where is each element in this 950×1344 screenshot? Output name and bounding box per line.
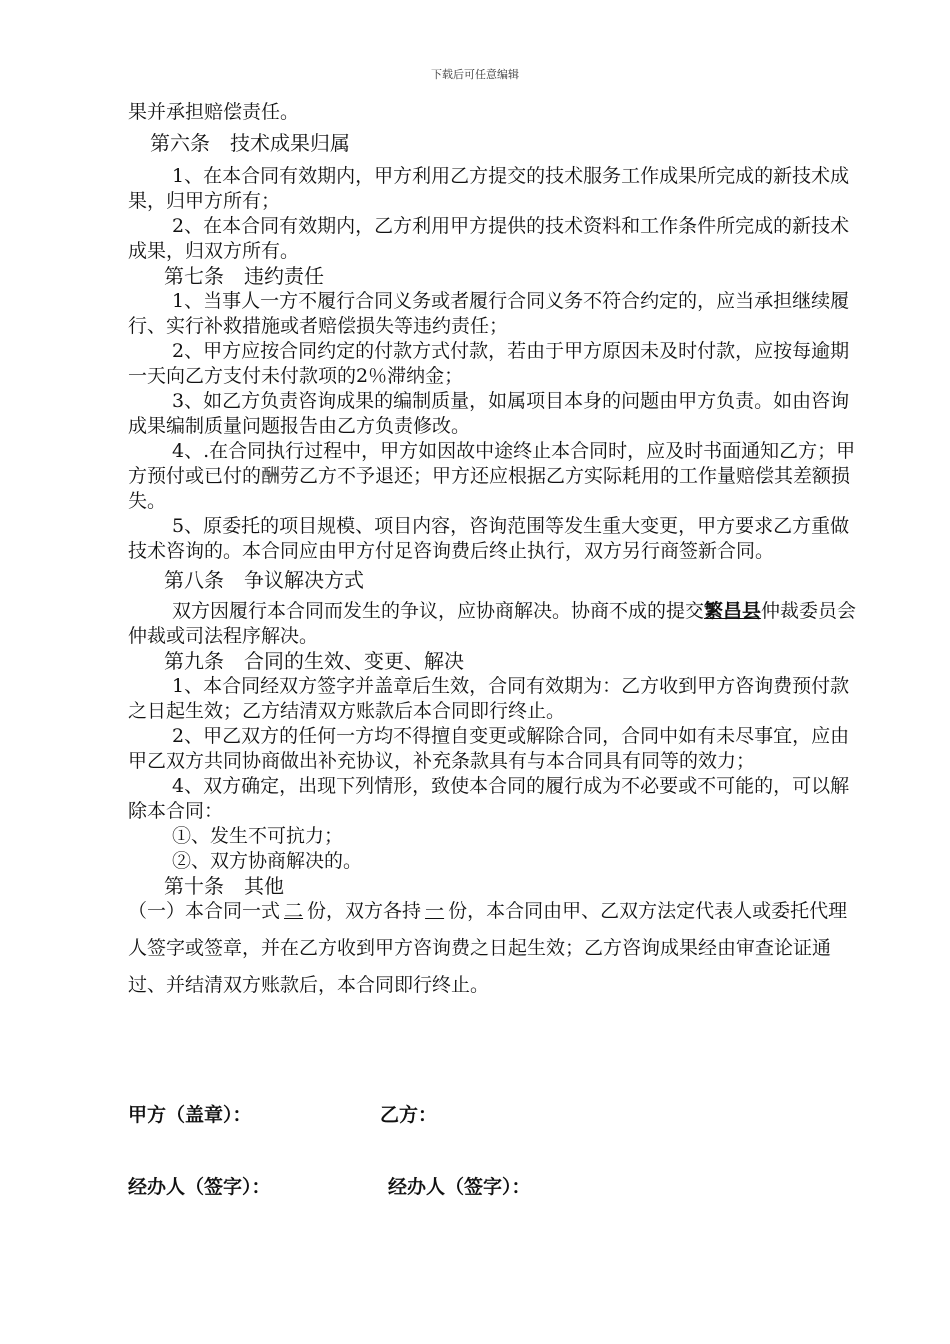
contract-body xyxy=(128,100,858,1004)
arbitration-place: 繁昌县 xyxy=(704,600,762,622)
paragraph xyxy=(128,599,858,649)
text: 仲裁委员会仲裁或司法程序解决。 xyxy=(128,600,857,647)
paragraph: 3、如乙方负责咨询成果的编制质量，如属项目本身的问题由甲方负责。如由咨询成果编制质量问题报告由乙方负责修改。 xyxy=(128,390,850,437)
copies-each: 一 xyxy=(425,900,445,922)
paragraph: 1、在本合同有效期内，甲方利用乙方提交的技术服务工作成果所完成的新技术成果，归甲方所有； xyxy=(128,165,850,212)
page-header: 下载后可任意编辑 xyxy=(431,68,519,81)
text: 份，双方各持 xyxy=(307,900,422,922)
paragraph xyxy=(128,893,858,1004)
party-b-label: 乙方： xyxy=(380,1104,438,1126)
article-8-heading: 第八条 争议解决方式 xyxy=(164,568,364,592)
article-7-heading: 第七条 违约责任 xyxy=(164,264,324,288)
paragraph: 2、甲乙双方的任何一方均不得擅自变更或解除合同，合同中如有未尽事宜，应由甲乙双方共同协商做出补充协议，补充条款具有与本合同具有同等的效力； xyxy=(128,725,850,772)
paragraph: 1、本合同经双方签字并盖章后生效，合同有效期为：乙方收到甲方咨询费预付款之日起生效；乙方结清双方账款后本合同即行终止。 xyxy=(128,675,850,722)
text: 双方因履行本合同而发生的争议，应协商解决。协商不成的提交 xyxy=(172,600,705,622)
list-item: ②、双方协商解决的。 xyxy=(172,850,363,872)
paragraph: 2、甲方应按合同约定的付款方式付款，若由于甲方原因未及时付款，应按每逾期一天向乙方支付未付款项的2％滞纳金； xyxy=(128,340,850,387)
article-9-heading: 第九条 合同的生效、变更、解决 xyxy=(164,649,464,673)
article-6-heading: 第六条 技术成果归属 xyxy=(150,131,350,155)
party-b-agent-label: 经办人（签字）： xyxy=(388,1176,531,1198)
paragraph: 1、当事人一方不履行合同义务或者履行合同义务不符合约定的，应当承担继续履行、实行补救措施或者赔偿损失等违约责任； xyxy=(128,290,850,337)
article-10-heading: 第十条 其他 xyxy=(164,874,284,898)
text: 份，本合同由甲、乙双方法定代表人或委托代理人签字或签章，并在乙方收到甲方咨询费之日起生效；乙方咨询成果经由审查论证通过、并结清双方账款后，本合同即行终止。 xyxy=(128,900,848,996)
copies-count: 二 xyxy=(284,900,304,922)
party-a-seal-label: 甲方（盖章）： xyxy=(128,1104,252,1126)
party-a-agent-label: 经办人（签字）： xyxy=(128,1176,271,1198)
list-item: ①、发生不可抗力； xyxy=(172,825,344,847)
text: （一）本合同一式 xyxy=(128,900,281,922)
paragraph: 5、原委托的项目规模、项目内容，咨询范围等发生重大变更，甲方要求乙方重做技术咨询的。本合同应由甲方付足咨询费后终止执行，双方另行商签新合同。 xyxy=(128,515,850,562)
paragraph: 4、.在合同执行过程中，甲方如因故中途终止本合同时，应及时书面通知乙方；甲方预付或已付的酬劳乙方不予退还；甲方还应根据乙方实际耗用的工作量赔偿其差额损失。 xyxy=(128,440,856,512)
paragraph: 2、在本合同有效期内，乙方利用甲方提供的技术资料和工作条件所完成的新技术成果，归双方所有。 xyxy=(128,215,850,262)
paragraph: 果并承担赔偿责任。 xyxy=(128,101,300,123)
paragraph: 4、双方确定，出现下列情形，致使本合同的履行成为不必要或不可能的，可以解除本合同： xyxy=(128,775,850,822)
